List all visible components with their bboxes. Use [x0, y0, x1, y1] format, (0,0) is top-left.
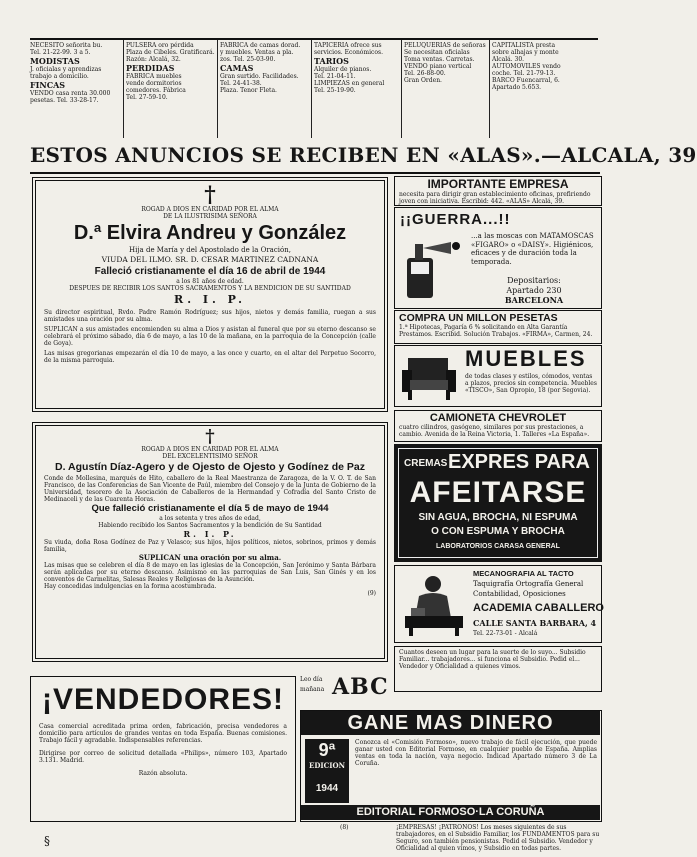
ad-line: MECANOGRAFIA AL TACTO [473, 569, 574, 578]
obituary-pre: ROGAD A DIOS EN CARIDAD POR EL ALMA [141, 206, 279, 213]
ad-vendedores [30, 676, 296, 822]
ad-phone: Tel. 22-73-01 - Alcalá [473, 630, 538, 637]
ad-pre: CREMAS [404, 458, 448, 469]
abc-pre: mañana [300, 686, 325, 693]
armchair-icon [400, 352, 458, 402]
ad-line: Contabilidad, Oposiciones [473, 590, 566, 598]
obituary-name: D. Agustín Díaz-Agero y de Ojesto de Ojesto y Godínez de Paz [55, 461, 365, 473]
cross-icon: † [204, 182, 216, 208]
top-rule [30, 38, 598, 40]
classified-heading: PERDIDAS [126, 63, 175, 73]
obituary-pre2: DEL EXCELENTISIMO SEÑOR [162, 453, 258, 460]
column-rule [123, 40, 124, 138]
classified-line: Razón: Alcalá, 32. [126, 56, 181, 63]
classified-col-1 [30, 42, 122, 138]
classified-line: VENDO piano vertical [404, 63, 472, 70]
classified-heading: TARIOS [314, 56, 349, 66]
ad-address: CALLE SANTA BARBARA, 4 [473, 618, 597, 628]
obituary-supplication: SUPLICAN una oración por su alma. [138, 553, 282, 562]
classified-line: Tel. 21-22-99. 3 a 5. [30, 49, 91, 56]
classified-line: CAPITALISTA presta [492, 42, 556, 49]
classified-line: J. oficialas y aprendizas [30, 66, 102, 73]
obituary-sub1: Hija de María y del Apostolado de la Oración, [129, 246, 291, 254]
obituary-pre: ROGAD A DIOS EN CARIDAD POR EL ALMA [141, 446, 279, 453]
ad-importante-empresa [394, 176, 602, 206]
ad-sub: O CON ESPUMA Y BROCHA [431, 526, 565, 537]
obituary-died: Que falleció cristianamente el día 5 de mayo de 1944 [91, 503, 329, 514]
ad-sign: Razón absoluta. [138, 770, 188, 777]
obituary-died: Falleció cristianamente el día 16 de abril de 1944 [94, 266, 326, 277]
classified-line: Apartado 5.653. [492, 84, 542, 91]
classified-line: pesetas. Tel. 33-28-17. [30, 97, 99, 104]
ad-dep: Depositarios: [507, 276, 561, 285]
footer-number: (8) [340, 824, 349, 831]
ad-sub: SIN AGUA, BROCHA, NI ESPUMA [418, 512, 578, 523]
fly-spray-icon [401, 238, 465, 304]
classified-line: PULSERA oro pérdida [126, 42, 194, 49]
classified-line: vende dormitorios [126, 80, 182, 87]
abc-pre: Leo día [300, 676, 323, 683]
ad-line: Taquigrafía Ortografía General [473, 580, 584, 588]
obituary-pre2: DE LA ILUSTRISIMA SEÑORA [163, 213, 257, 220]
obituary-notice-1 [32, 177, 388, 412]
obituary-rip: R. I. P. [174, 293, 246, 306]
ad-title: IMPORTANTE EMPRESA [427, 177, 569, 191]
classified-line: NECESITO señorita bu. [30, 42, 103, 49]
obituary-notice-2 [32, 422, 388, 662]
classified-line: trabajo a domicilio. [30, 73, 89, 80]
obituary-age: a los 81 años de edad. [176, 278, 244, 285]
classified-line: Tel. 26-88-00. [404, 70, 446, 77]
classified-line: LIMPIEZAS en general [314, 80, 385, 87]
column-rule [401, 40, 402, 138]
ad-lab: LABORATORIOS CARASA GENERAL [436, 543, 560, 550]
classified-col-4 [314, 42, 400, 138]
ad-camioneta-chevrolet [394, 410, 602, 442]
column-rule [489, 40, 490, 138]
classified-line: FABRICA de camas dorad. [220, 42, 301, 49]
classified-col-3 [220, 42, 310, 138]
ad-text: de todas clases y estilos, cómodos, ventas a plazos, precios sin competencia. Muebles «TISCO», San Opropio, 18 (por Segovia). [465, 373, 597, 394]
ad-text: Cuantos deseen un lugar para la suerte de lo suyo... Subsidio Familiar... trabajadores... si funciona el Subsidio. Pedid el... Vendedor y Oficialidad a quienes vimos. [399, 649, 586, 670]
classified-line: coche. Tel. 21-79-13. [492, 70, 556, 77]
obituary-after: Habiendo recibido los Santos Sacramentos y la bendición de Su Santidad [98, 522, 322, 529]
ad-cremas-expres [394, 444, 602, 562]
column-rule [311, 40, 312, 138]
classified-line: Tel. 21-04-11. [314, 73, 356, 80]
classified-line: FABRICA muebles [126, 73, 182, 80]
ad-text: cuatro cilindros, gasógeno, similares por sus prestaciones, a cambio. Avenida de la Reina Victoria, 1. Talleres «La España». [399, 424, 590, 438]
classified-col-2 [126, 42, 216, 138]
obituary-body: Las misas que se celebren el día 8 de mayo en las iglesias de la Concepción, San Jerónimo y Santa Bárbara serán aplicadas por su eterno descanso. Asimismo en las parroquias de San Luis, San Ginés y en los conventos de Carmelitas, Salesas Reales y Religiosas de la Asunción. [44, 562, 376, 583]
ad-title: GANE MAS DINERO [301, 711, 600, 735]
edition-badge [305, 739, 349, 803]
ad-text: necesita para dirigir gran establecimiento oficinas, prefiriendo joven con iniciativa. Escribid: 442. «ALAS» Alcalá, 39. [399, 191, 591, 205]
ad-muebles [394, 345, 602, 407]
classified-heading: MODISTAS [30, 56, 80, 66]
classified-col-5 [404, 42, 488, 138]
classified-line: Alcalá. 30. [492, 56, 525, 63]
ad-footer: EDITORIAL FORMOSO·LA CORUÑA [301, 805, 600, 820]
classified-line: zos. Tel. 25-03-90. [220, 56, 276, 63]
classified-line: Gran surtido. Facilidades. [220, 73, 299, 80]
column-rule [217, 40, 218, 138]
obituary-ref: (9) [367, 590, 376, 597]
obituary-body: Conde de Mollesina, marqués de Hito, caballero de la Real Maestranza de Zaragoza, de la V. O. T. de San Francisco, de las Conferencias de San Vicente de Paúl, miembro del Consejo y de la Junta de Gobierno de la Universidad, tesorero de la Asociación de Caballeros de la Hermandad y Cofradía del Santo Cristo de Medinaceli y de las Cuarenta Horas. [44, 475, 376, 503]
ad-title: COMPRA UN MILLON PESETAS [399, 312, 558, 324]
obituary-body: SUPLICAN a sus amistades encomienden su alma a Dios y asistan al funeral que por su eterno descanso se celebrará el próximo sábado, día 6 de mayo, a las 10 de la mañana, en la parroquia de la Concepción (calle de Goya). [44, 326, 376, 347]
classified-line: Tel. 24-41-38. [220, 80, 262, 87]
classified-line: Toma ventas. Carretas. [404, 56, 475, 63]
abc-ad [300, 674, 392, 704]
classified-line: VENDO casa renta 30.000 [30, 90, 111, 97]
obituary-body: Las misas gregorianas empezarán el día 10 de mayo, a las once y cuarto, en el altar del Perpetuo Socorro, de la misma parroquia. [44, 350, 376, 364]
ad-contact: Dirigirse por correo de solicitud detallada «Philips», número 103, Apartado 3.131. Madrid. [39, 750, 287, 764]
ad-title: MUEBLES [465, 346, 587, 371]
ad-title: CAMIONETA CHEVROLET [429, 412, 567, 424]
obituary-body: Hay concedidas indulgencias en la forma acostumbrada. [44, 583, 217, 590]
classified-col-6 [492, 42, 598, 138]
ad-text: Conozca el «Comisión Formoso», nuevo trabajo de fácil ejecución, que puede ganar usted con Editorial Formoso, en cualquier pueblo de España. Amplias ventas en toda la nación, vaya negocio. Indicad Apartado número 3 de La Coruña. [355, 739, 597, 767]
classified-line: Alquiler de pianos. [314, 66, 372, 73]
ad-compra-millon [394, 310, 602, 344]
classified-line: Se necesitan oficialas [404, 49, 470, 56]
classified-line: comedores. Fábrica [126, 87, 186, 94]
ad-text: ...a las moscas con MATAMOSCAS «FIGARO» o «DAISY». Higiénicos, eficaces y de duración toda la temporada. [471, 232, 594, 266]
obituary-name: D.ª Elvira Andreu y González [73, 222, 347, 244]
footer-mark: § [44, 834, 50, 848]
classified-line: BARCO Fuencarral, 6. [492, 77, 560, 84]
classified-heading: CAMAS [220, 63, 254, 73]
ad-city: BARCELONA [504, 295, 564, 305]
classified-line: sobre alhajas y monte [492, 49, 559, 56]
banner-rule [30, 172, 600, 174]
obituary-age: a los setenta y tres años de edad, [159, 515, 261, 522]
banner-headline: ESTOS ANUNCIOS SE RECIBEN EN «ALAS».—ALCALA, 39 [30, 143, 697, 167]
classified-line: Gran Orden. [404, 77, 442, 84]
classified-line: Plaza de Cibeles. Gratificará. [126, 49, 215, 56]
ad-guerra-moscas [394, 207, 602, 309]
classified-line: AUTOMOVILES vendo [492, 63, 561, 70]
obituary-after: DESPUES DE RECIBIR LOS SANTOS SACRAMENTOS Y LA BENDICION DE SU SANTIDAD [69, 285, 351, 292]
ad-name: ACADEMIA CABALLERO [473, 602, 604, 614]
ad-title: ¡VENDEDORES! [41, 683, 285, 716]
classified-line: PELUQUERIAS de señoras [404, 42, 486, 49]
classified-heading: FINCAS [30, 80, 66, 90]
ad-title-2: AFEITARSE [409, 476, 587, 509]
abc-logo: ABC [332, 674, 389, 700]
classified-line: Tel. 27-59-10. [126, 94, 168, 101]
obituary-body: Su viuda, doña Rosa Godínez de Paz y Velasco; sus hijos, hijos políticos, nietos, sobrinos, primos y demás familia, [44, 539, 376, 553]
obituary-sub2: VIUDA DEL ILMO. SR. D. CESAR MARTINEZ CADNANA [101, 255, 319, 264]
ad-subsidio [394, 646, 602, 692]
ad-patronos: ¡EMPRESAS! ¡PATRONOS! Los meses siguientes de sus trabajadores, en el Subsidio Familiar, los FUNDAMENTOS para su Seguro, son también pensionistas. Pedid el Subsidio. Vendedor y Oficialidad al quien vimos, y Subsidio en todas partes. [396, 824, 600, 852]
classified-line: servicios. Económicos. [314, 49, 383, 56]
typist-illustration-icon [399, 572, 469, 638]
classified-line: TAPICERIA ofrece sus [314, 42, 382, 49]
ad-text: 1.ª Hipotecas, Pagaría 6 % solicitando en Alta Garantía Prestamos. Escribid. Solución Trabajos. «FIRMA», Carmen, 24. [399, 324, 593, 338]
ad-title: EXPRES PARA [448, 451, 590, 473]
ad-apartado: Apartado 230 [506, 286, 562, 295]
ad-academia-caballero [394, 565, 602, 643]
badge-year: 1944 [315, 783, 339, 794]
classified-line: Plaza. Tenor Fleta. [220, 87, 277, 94]
ad-gane-mas-dinero [300, 710, 602, 822]
ad-text: Casa comercial acreditada prima orden, fabricación, precisa vendedores a domicilio para artículos de grandes ventas en toda España. Buenas comisiones. Trabajo fácil y agradable. Indispensables referencias. [39, 723, 287, 744]
obituary-rip: R. I. P. [183, 529, 237, 539]
ad-title: ¡¡GUERRA...!! [400, 211, 511, 228]
classified-line: y muebles. Ventas a pla. [220, 49, 294, 56]
obituary-body: Su director espiritual, Rvdo. Padre Ramón Rodríguez; sus hijos, nietos y demás familia, ruegan a sus amistades una oración por su alma. [44, 309, 376, 323]
cross-icon: † [205, 426, 215, 447]
classified-line: Tel. 25-19-90. [314, 87, 356, 94]
badge-label: EDICION [308, 761, 346, 770]
badge-number: 9ª [318, 740, 336, 760]
